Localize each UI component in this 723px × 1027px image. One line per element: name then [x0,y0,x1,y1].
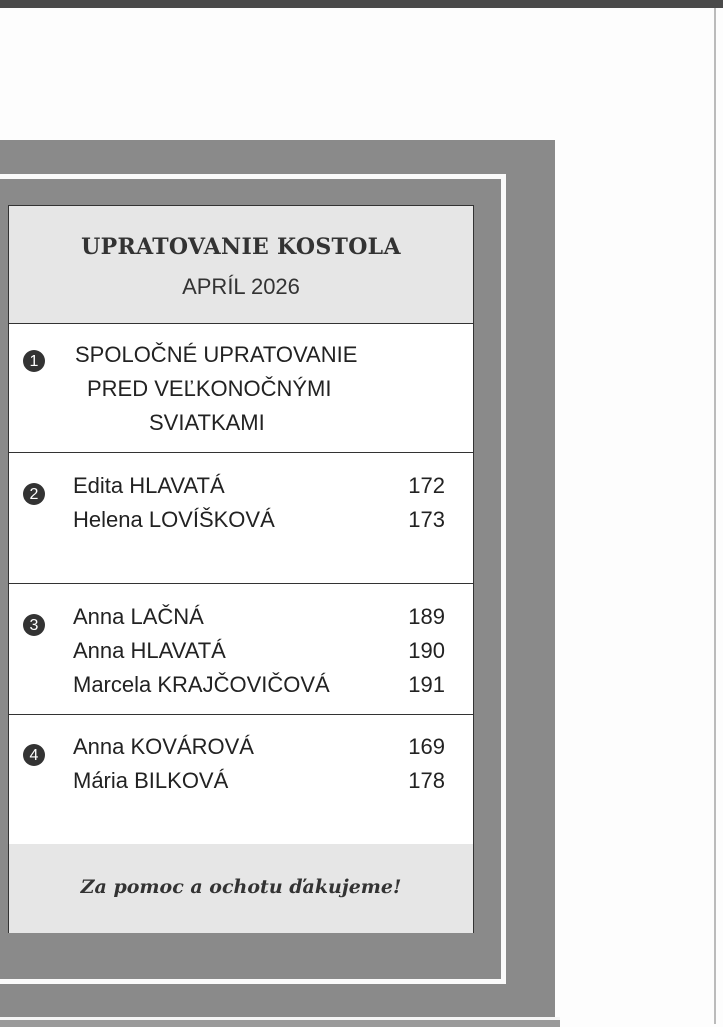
group-3 [9,585,473,715]
house-number: 189 [408,604,445,629]
number-badge-icon: 3 [23,614,45,636]
number-badge-icon: 4 [23,744,45,766]
house-number: 173 [408,507,445,532]
house-number: 169 [408,734,445,759]
house-number: 191 [408,672,445,697]
number-badge-icon: 2 [23,483,45,505]
group-1-line: PRED VEĽKONOČNÝMI [87,376,332,401]
scan-right-edge [714,8,716,1024]
person-row [73,638,445,664]
house-number: 172 [408,473,445,498]
thanks-message: Za pomoc a ochotu ďakujeme! [80,876,402,898]
page-title: UPRATOVANIE KOSTOLA [81,234,401,260]
schedule-card [8,205,474,933]
person-name: Edita HLAVATÁ [73,473,225,498]
number-badge-icon: 1 [23,350,45,372]
person-row [73,473,445,499]
person-row [73,604,445,630]
card-header [9,206,473,324]
person-row [73,507,445,533]
group-1-line: SVIATKAMI [149,410,265,435]
month-subtitle: APRÍL 2026 [182,274,300,299]
bottom-frame-strip [0,1017,560,1027]
person-name: Marcela KRAJČOVIČOVÁ [73,672,330,697]
person-row [73,672,445,698]
person-name: Anna LAČNÁ [73,604,204,629]
person-row [73,768,445,794]
group-4 [9,715,473,845]
card-footer [9,844,473,933]
person-name: Helena LOVÍŠKOVÁ [73,507,275,532]
group-1-line: SPOLOČNÉ UPRATOVANIE [75,342,358,367]
person-row [73,734,445,760]
house-number: 190 [408,638,445,663]
house-number: 178 [408,768,445,793]
group-2 [9,454,473,584]
person-name: Anna KOVÁROVÁ [73,734,254,759]
scan-top-edge [0,0,723,8]
person-name: Mária BILKOVÁ [73,768,229,793]
group-1 [9,323,473,453]
person-name: Anna HLAVATÁ [73,638,226,663]
